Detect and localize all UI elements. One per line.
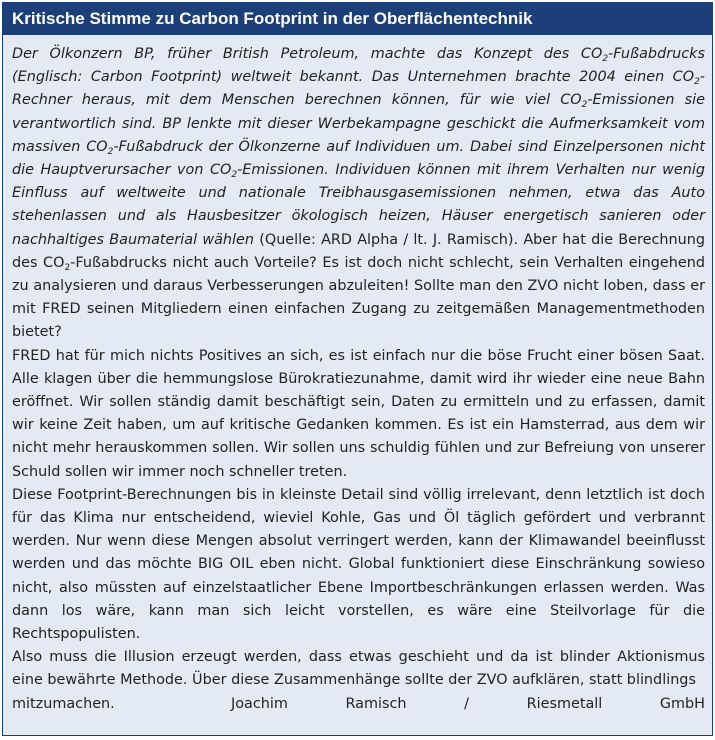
text-segment: -Emissionen. Individuen können mit ihrem Verhalten nur wenig Einfluss auf weltweite und nationale Treibhausgasemissionen nehmen, etwa das Auto stehenlassen und als Hausbesitzer ökologisch heizen, Häuser energetisch sanieren oder nachhaltiges Baumaterial wählen [12, 162, 705, 248]
article-box [2, 2, 713, 736]
article-title: Kritische Stimme zu Carbon Footprint in der Oberflächentechnik [3, 3, 712, 35]
text-segment: -Fußabdrucks (Englisch: Carbon Footprint) weltweit bekannt. Das Unternehmen brachte 2004 einen CO [12, 46, 705, 86]
text-segment: Also muss die Illusion erzeugt werden, dass etwas geschieht und da ist blinder Aktionismus eine bewährte Methode. Über diese Zusammenhänge sollte der ZVO aufklären, statt blindlings [12, 649, 705, 689]
text-segment: mitzumachen. [12, 695, 115, 712]
subscript: 2 [602, 54, 609, 64]
text-segment: Der Ölkonzern BP, früher British Petroleum, machte das Konzept des CO [12, 46, 603, 62]
text-segment: -Rechner heraus, mit dem Menschen berechnen können, für wie viel CO [12, 69, 705, 109]
subscript: 2 [694, 77, 700, 88]
paragraph-1 [12, 43, 705, 345]
text-segment: Aber hat die Berechnung des CO [12, 231, 705, 271]
subscript: 2 [581, 100, 588, 111]
source-citation: (Quelle: ARD Alpha / lt. J. Ramisch). [254, 231, 519, 248]
article-body [3, 35, 712, 716]
closing-line [12, 693, 705, 716]
subscript: 2 [107, 146, 114, 157]
paragraph-4 [12, 646, 705, 692]
text-segment: -Emissionen sie verantwortlich sind. BP lenkte mit dieser Werbekampagne geschickt die Aufmerksamkeit vom massiven CO [12, 92, 705, 155]
subscript: 2 [231, 170, 238, 181]
text-segment: -Fußabdruck der Ölkonzerne auf Individuen um. Dabei sind Einzelpersonen nicht die Hauptverursacher von CO [12, 138, 705, 179]
subscript: 2 [64, 262, 71, 273]
text-segment: -Fußabdrucks nicht auch Vorteile? Es ist doch nicht schlecht, sein Verhalten eingehend zu analysieren und daraus Verbesserungen abzuleiten! Sollte man den ZVO nicht loben, dass er mit FRED seinen Mitgliedern einen einfachen Zugang zu zeitgemäßen Managementmethoden bietet? [12, 254, 705, 341]
author-signature: Joachim Ramisch / Riesmetall GmbH [230, 695, 706, 712]
quoted-passage [12, 46, 705, 248]
paragraph-3: Diese Footprint-Berechnungen bis in kleinste Detail sind völlig irrelevant, denn letztlich ist doch für das Klima nur entscheidend, wieviel Kohle, Gas und Öl täglich gefördert und verbrannt werden. Nur wenn diese Mengen absolut verringert werden, kann der Klimawandel beeinflusst werden und das möchte BIG OIL eben nicht. Global funktioniert diese Einschränkung sowieso nicht, also müssten auf einzelstaatlicher Ebene Importbeschränkungen erlassen werden. Was dann los wäre, kann man sich leicht vorstellen, es wäre eine Steilvorlage für die Rechtspopulisten. [12, 486, 705, 643]
paragraph-2: FRED hat für mich nichts Positives an sich, es ist einfach nur die böse Frucht einer bösen Saat. Alle klagen über die hemmungslose Bürokratiezunahme, damit wird ihr wieder eine neue Bahn eröffnet. Wir sollen ständig damit beschäftigt sein, Daten zu ermitteln und zu erfassen, damit wir keine Zeit haben, um auf kritische Gedanken kommen. Es ist ein Hamsterrad, aus dem wir nicht mehr herauskommen sollen. Wir sollen uns schuldig fühlen und zur Befreiung von unserer Schuld sollen wir immer noch schneller treten. [12, 347, 705, 480]
